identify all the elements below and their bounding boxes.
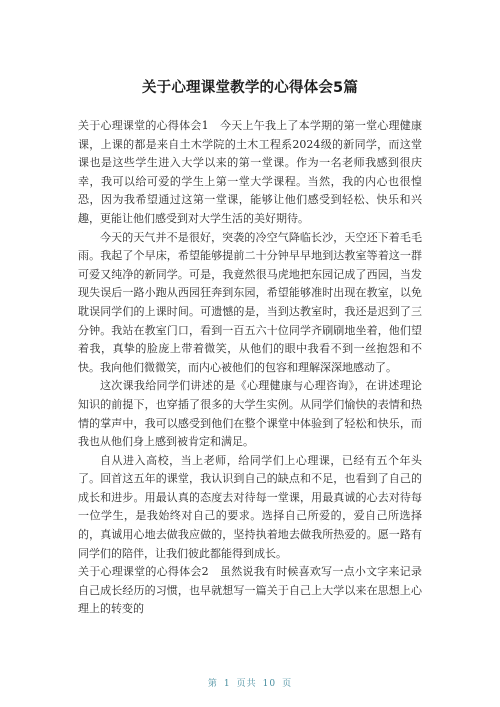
document-title: 关于心理课堂教学的心得体会5篇 [141,80,359,96]
footer-prefix: 第 [207,679,218,689]
paragraph-5: 关于心理课堂的心得体会2 虽然说我有时候喜欢写一点小文字来记录自己成长经历的习惯，也早就想写一篇关于自己上大学以来在思想上心理上的转变的 [78,565,422,616]
page-footer [0,676,500,689]
document-body [78,117,422,619]
paragraph-1: 关于心理课堂的心得体会1 今天上午我上了本学期的第一堂心理健康课，上课的都是来自土木学院的土木工程系2024级的新同学，而这堂课也是这些学生进入大学以来的第一堂课。作为一名老师我感到很庆幸，我可以给可爱的学生上第一堂大学课程。当然，我的内心也很惶恐，因为我希望通过这第一堂课，能够让他们感受到轻松、快乐和兴趣，更能让他们感受到对大学生活的美好期待。 [78,119,422,225]
footer-total-pages: 10 [262,679,277,689]
paragraph-2: 今天的天气并不是很好，突袭的冷空气降临长沙，天空还下着毛毛雨。我起了个早床，希望能够提前二十分钟早早地到达教室等着这一群可爱又纯净的新同学。可是，我竟然很马虎地把东园记成了西园，当发现失误后一路小跑从西园狂奔到东园，希望能够准时出现在教室，以免耽误同学们的上课时间。可遗憾的是，当到达教室时，我还是迟到了三分钟。我站在教室门口，看到一百五六十位同学齐刷刷地坐着，他们望着我，真挚的脸庞上带着微笑，从他们的眼中我看不到一丝抱怨和不快。我向他们微微笑，而内心被他们的包容和理解深深地感动了。 [78,230,422,374]
footer-mid: 页共 [236,679,257,689]
footer-suffix: 页 [282,679,293,689]
paragraph-4: 自从进入高校，当上老师，给同学们上心理课，已经有五个年头了。回首这五年的课堂，我认识到自己的缺点和不足，也看到了自己的成长和进步。用最认真的态度去对待每一堂课，用最真诚的心去对待每一位学生，是我始终对自己的要求。选择自己所爱的，爱自己所选择的，真诚用心地去做我应做的，坚持执着地去做我所热爱的。愿一路有同学们的陪伴，让我们彼此都能得到成长。 [78,453,422,560]
footer-current-page: 1 [223,679,231,689]
paragraph-3: 这次课我给同学们讲述的是《心理健康与心理咨询》，在讲述理论知识的前提下，也穿插了很多的大学生实例。从同学们愉快的表情和热情的掌声中，我可以感受到他们在整个课堂中体验到了轻松和快乐，而我也从他们身上感到被肯定和满足。 [78,379,422,449]
